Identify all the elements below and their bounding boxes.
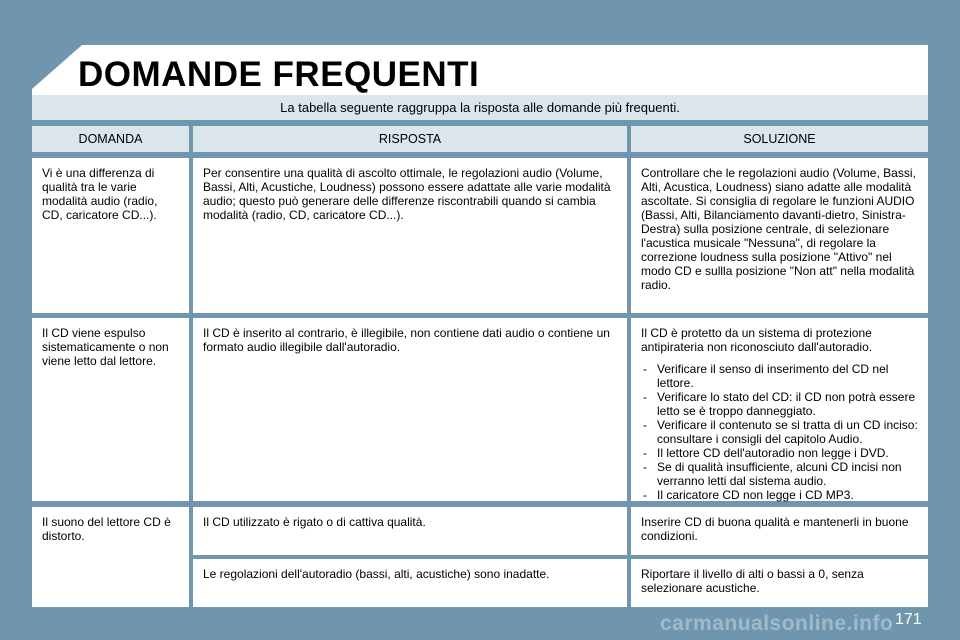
page-title: DOMANDE FREQUENTI xyxy=(78,55,480,94)
header-answer: RISPOSTA xyxy=(193,126,627,152)
row3-answer-a: Il CD utilizzato è rigato o di cattiva qualità. xyxy=(193,507,627,555)
row1-solution: Controllare che le regolazioni audio (Volume, Bassi, Alti, Acustica, Loudness) siano adatte alle modalità ascoltate. Si consiglia di regolare le funzioni AUDIO (Bassi, Alti, Bilanciamento davanti-dietro, Sinistra-Destra) sulla posizione centrale, di selezionare l'acustica musicale "Nessuna", di regolare la correzione loudness sulla posizione "Attivo" nel modo CD e sullla posizione "Non att" nella modalità radio. xyxy=(631,158,928,313)
row3-question: Il suono del lettore CD è distorto. xyxy=(32,507,189,607)
row2-solution-list xyxy=(641,362,918,502)
row3-solution-b: Riportare il livello di alti o bassi a 0, senza selezionare acustiche. xyxy=(631,559,928,607)
row3-solution-a: Inserire CD di buona qualità e mantenerli in buone condizioni. xyxy=(631,507,928,555)
row1-answer: Per consentire una qualità di ascolto ottimale, le regolazioni audio (Volume, Bassi, Alti, Acustiche, Loudness) possono essere adattate alle varie modalità audio; questo può generare delle differenze riscontrabili quando si cambia modalità (radio, CD, caricatore CD...). xyxy=(193,158,627,313)
row2-question: Il CD viene espulso sistematicamente o non viene letto dal lettore. xyxy=(32,318,189,501)
list-item: - Verificare lo stato del CD: il CD non potrà essere letto se è troppo danneggiato. xyxy=(641,390,918,418)
row2-answer: Il CD è inserito al contrario, è illegibile, non contiene dati audio o contiene un formato audio illegibile dall'autoradio. xyxy=(193,318,627,501)
watermark: carmanualsonline.info xyxy=(660,612,894,635)
header-question: DOMANDA xyxy=(32,126,189,152)
row2-solution-intro: Il CD è protetto da un sistema di protezione antipirateria non riconosciuto dall'autoradio. xyxy=(641,326,873,354)
row1-question: Vi è una differenza di qualità tra le varie modalità audio (radio, CD, caricatore CD...). xyxy=(32,158,189,313)
subtitle: La tabella seguente raggruppa la risposta alle domande più frequenti. xyxy=(32,95,928,120)
list-item: - Verificare il contenuto se si tratta di un CD inciso: consultare i consigli del capitolo Audio. xyxy=(641,418,918,446)
page-number: 171 xyxy=(895,611,922,628)
row3-answer-b: Le regolazioni dell'autoradio (bassi, alti, acustiche) sono inadatte. xyxy=(193,559,627,607)
list-item: - Il lettore CD dell'autoradio non legge i DVD. xyxy=(641,446,918,460)
row2-solution xyxy=(631,318,928,501)
list-item: - Verificare il senso di inserimento del CD nel lettore. xyxy=(641,362,918,390)
list-item: - Il caricatore CD non legge i CD MP3. xyxy=(641,488,918,502)
list-item: - Se di qualità insufficiente, alcuni CD incisi non verranno letti dal sistema audio. xyxy=(641,460,918,488)
header-solution: SOLUZIONE xyxy=(631,126,928,152)
